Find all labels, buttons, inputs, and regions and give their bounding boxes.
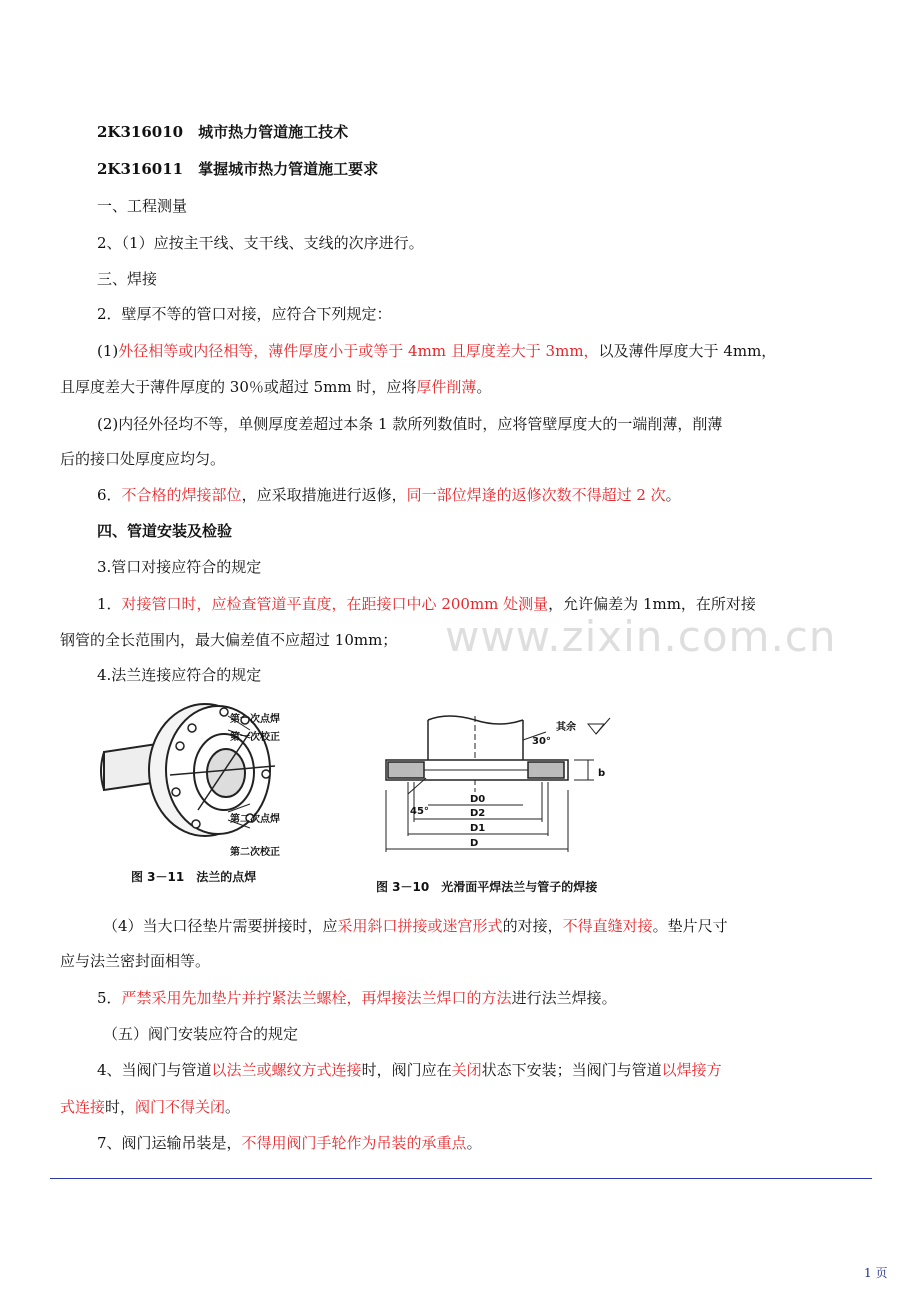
figure-label: D2 (470, 808, 486, 819)
emphasis-text: 不合格的焊接部位 (121, 486, 242, 504)
emphasis-text: 式连接 (60, 1098, 106, 1116)
valve-item-4-line-1: 4、当阀门与管道以法兰或螺纹方式连接时，阀门应在关闭状态下安装；当阀门与管道以焊接方 (97, 1061, 722, 1079)
emphasis-text: 采用斜口拼接或迷宫形式 (337, 917, 503, 935)
figure-label: 30° (532, 736, 551, 747)
emphasis-text: 厚件削薄 (416, 378, 477, 396)
welding-para-1-line-1: (1)外径相等或内径相等，薄件厚度小于或等于 4mm 且厚度差大于 3mm，以及薄件厚度大于 4mm， (97, 342, 777, 360)
welding-para-1-line-2: 且厚度差大于薄件厚度的 30％或超过 5mm 时，应将厚件削薄。 (60, 378, 492, 396)
emphasis-text: 以焊接方 (661, 1061, 722, 1079)
flange-item-5: 5．严禁采用先加垫片并拧紧法兰螺栓，再焊接法兰焊口的方法进行法兰焊接。 (97, 989, 617, 1007)
emphasis-text: 严禁采用先加垫片并拧紧法兰螺栓，再焊接法兰焊口的方法 (121, 989, 512, 1007)
welding-para-2-line-2: 后的接口处厚度应均匀。 (60, 450, 226, 468)
heading-1: 2K316010 城市热力管道施工技术 (97, 123, 349, 141)
valve-item-7: 7、阀门运输吊装是，不得用阀门手轮作为吊装的承重点。 (97, 1134, 482, 1152)
valve-item-4-line-2: 式连接时，阀门不得关闭。 (60, 1098, 241, 1116)
pipe-para-1-line-2: 钢管的全长范围内，最大偏差值不应超过 10mm； (60, 631, 398, 649)
emphasis-text: 外径相等或内径相等，薄件厚度小于或等于 4mm 且厚度差大于 3mm， (118, 342, 599, 360)
section-survey: 一、工程测量 (97, 197, 188, 215)
emphasis-text: 关闭 (451, 1061, 482, 1079)
section-welding: 三、焊接 (97, 270, 158, 288)
emphasis-text: 同一部位焊逢的返修次数不得超过 2 次 (406, 486, 666, 504)
heading-2: 2K316011 掌握城市热力管道施工要求 (97, 160, 379, 178)
figure-caption: 图 3－10 光滑面平焊法兰与管子的焊接 (376, 880, 598, 894)
figure-label: D0 (470, 794, 486, 805)
emphasis-text: 不得用阀门手轮作为吊装的承重点 (241, 1134, 467, 1152)
figure-label: D (470, 838, 479, 849)
footer-divider (50, 1178, 872, 1179)
welding-para-2-line-1: (2)内径外径均不等，单侧厚度差超过本条 1 款所列数值时，应将管壁厚度大的一端削薄，削薄 (97, 415, 723, 433)
figure-label: 第二次校正 (230, 847, 280, 858)
emphasis-text: 以法兰或螺纹方式连接 (211, 1061, 362, 1079)
figure-caption: 图 3－11 法兰的点焊 (131, 870, 257, 884)
figure-label: D1 (470, 823, 486, 834)
gasket-para-line-2: 应与法兰密封面相等。 (60, 952, 211, 970)
gasket-para-line-1: （4）当大口径垫片需要拼接时，应采用斜口拼接或迷宫形式的对接，不得直缝对接。垫片尺寸 (103, 917, 728, 935)
figure-label: b (598, 768, 606, 779)
pipe-item-4: 4.法兰连接应符合的规定 (97, 666, 262, 684)
section-valves: （五）阀门安装应符合的规定 (103, 1025, 299, 1043)
figure-label: 其余 (556, 722, 576, 733)
emphasis-text: 对接管口时，应检查管道平直度，在距接口中心 200mm 处测量 (121, 595, 549, 613)
section-pipe-install: 四、管道安装及检验 (97, 522, 233, 540)
figure-label: 45° (410, 806, 429, 817)
emphasis-text: 阀门不得关闭 (135, 1098, 226, 1116)
page-number: 1 页 (864, 1266, 888, 1280)
figure-label: 第一次点焊 (230, 714, 280, 725)
emphasis-text: 不得直缝对接 (562, 917, 653, 935)
welding-item-6: 6．不合格的焊接部位，应采取措施进行返修，同一部位焊逢的返修次数不得超过 2 次。 (97, 486, 681, 504)
watermark: www.zixin.com.cn (445, 612, 837, 661)
figure-label: 第一次校正 (230, 732, 280, 743)
figure-label: 第二次点焊 (230, 814, 280, 825)
flange-tack-weld-figure (100, 700, 325, 860)
slip-on-flange-figure (378, 712, 618, 862)
pipe-item-3: 3.管口对接应符合的规定 (97, 558, 262, 576)
welding-item-2: 2．壁厚不等的管口对接，应符合下列规定： (97, 305, 392, 323)
pipe-para-1-line-1: 1．对接管口时，应检查管道平直度，在距接口中心 200mm 处测量，允许偏差为 1mm，在所对接 (97, 595, 756, 613)
survey-item: 2、（1）应按主干线、支干线、支线的次序进行。 (97, 234, 424, 252)
